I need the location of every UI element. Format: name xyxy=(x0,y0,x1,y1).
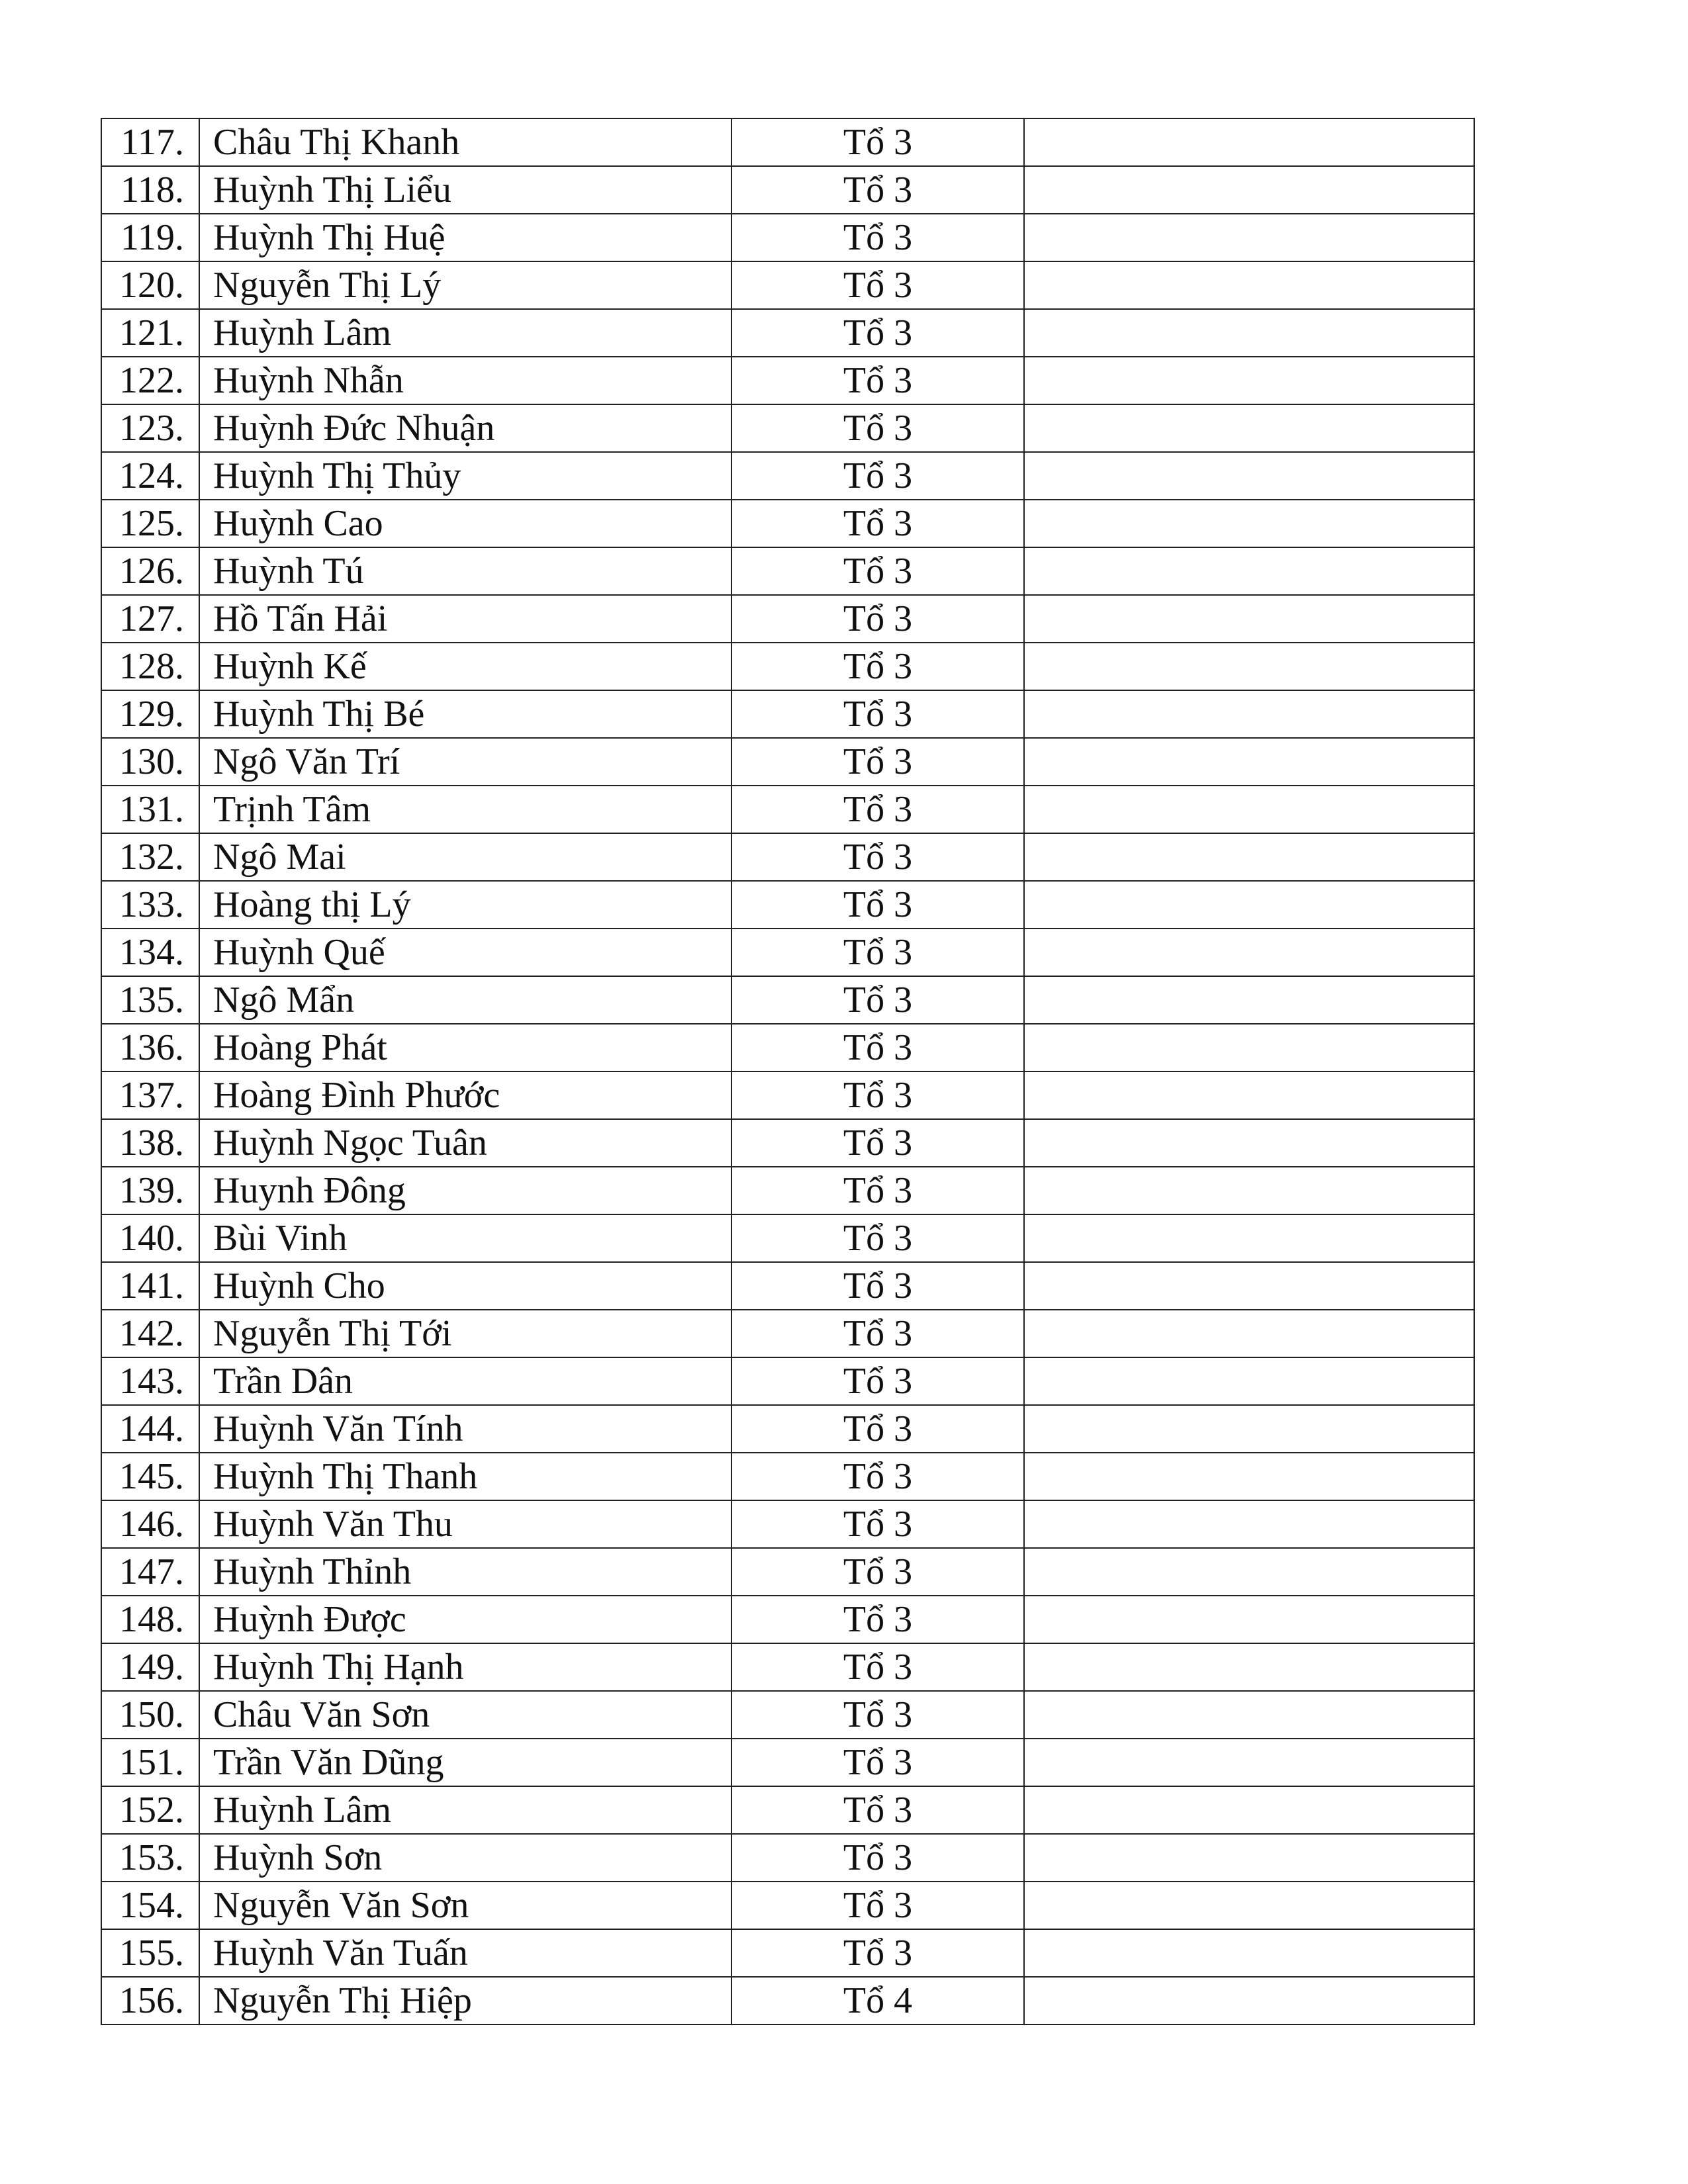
note-cell xyxy=(1024,929,1474,976)
row-number-cell: 156. xyxy=(101,1977,199,2025)
group-cell: Tổ 3 xyxy=(731,1548,1024,1596)
full-name-cell: Huỳnh Văn Tuấn xyxy=(199,1929,731,1977)
full-name-cell: Huỳnh Lâm xyxy=(199,1786,731,1834)
full-name-cell: Huỳnh Thị Huệ xyxy=(199,214,731,261)
note-cell xyxy=(1024,1119,1474,1167)
group-cell: Tổ 3 xyxy=(731,786,1024,833)
full-name-cell: Nguyễn Văn Sơn xyxy=(199,1882,731,1929)
group-cell: Tổ 3 xyxy=(731,500,1024,547)
note-cell xyxy=(1024,1453,1474,1500)
table-row xyxy=(101,1882,1474,1929)
table-row xyxy=(101,261,1474,309)
table-row xyxy=(101,595,1474,643)
note-cell xyxy=(1024,214,1474,261)
group-cell: Tổ 3 xyxy=(731,214,1024,261)
table-row xyxy=(101,357,1474,404)
note-cell xyxy=(1024,500,1474,547)
note-cell xyxy=(1024,166,1474,214)
group-cell: Tổ 3 xyxy=(731,1500,1024,1548)
row-number-cell: 123. xyxy=(101,404,199,452)
note-cell xyxy=(1024,1691,1474,1739)
group-cell: Tổ 3 xyxy=(731,1357,1024,1405)
note-cell xyxy=(1024,690,1474,738)
row-number-cell: 130. xyxy=(101,738,199,786)
group-cell: Tổ 3 xyxy=(731,1310,1024,1357)
table-row xyxy=(101,929,1474,976)
row-number-cell: 118. xyxy=(101,166,199,214)
note-cell xyxy=(1024,1929,1474,1977)
row-number-cell: 127. xyxy=(101,595,199,643)
row-number-cell: 133. xyxy=(101,881,199,929)
note-cell xyxy=(1024,261,1474,309)
full-name-cell: Ngô Mai xyxy=(199,833,731,881)
note-cell xyxy=(1024,309,1474,357)
full-name-cell: Huỳnh Kế xyxy=(199,643,731,690)
note-cell xyxy=(1024,1405,1474,1453)
note-cell xyxy=(1024,595,1474,643)
table-row xyxy=(101,166,1474,214)
full-name-cell: Châu Thị Khanh xyxy=(199,118,731,166)
note-cell xyxy=(1024,1786,1474,1834)
full-name-cell: Hoàng Phát xyxy=(199,1024,731,1071)
row-number-cell: 138. xyxy=(101,1119,199,1167)
row-number-cell: 128. xyxy=(101,643,199,690)
note-cell xyxy=(1024,357,1474,404)
group-cell: Tổ 3 xyxy=(731,1071,1024,1119)
group-cell: Tổ 3 xyxy=(731,261,1024,309)
note-cell xyxy=(1024,1262,1474,1310)
full-name-cell: Châu Văn Sơn xyxy=(199,1691,731,1739)
note-cell xyxy=(1024,1882,1474,1929)
row-number-cell: 134. xyxy=(101,929,199,976)
group-cell: Tổ 3 xyxy=(731,1643,1024,1691)
full-name-cell: Trần Dân xyxy=(199,1357,731,1405)
full-name-cell: Huỳnh Thị Thanh xyxy=(199,1453,731,1500)
table-row xyxy=(101,1357,1474,1405)
group-cell: Tổ 3 xyxy=(731,1786,1024,1834)
group-cell: Tổ 3 xyxy=(731,738,1024,786)
note-cell xyxy=(1024,1834,1474,1882)
note-cell xyxy=(1024,643,1474,690)
full-name-cell: Hoàng Đình Phước xyxy=(199,1071,731,1119)
note-cell xyxy=(1024,1596,1474,1643)
table-row xyxy=(101,738,1474,786)
full-name-cell: Ngô Mẩn xyxy=(199,976,731,1024)
member-table-body xyxy=(101,118,1474,2025)
full-name-cell: Bùi Vinh xyxy=(199,1214,731,1262)
full-name-cell: Huỳnh Thị Hạnh xyxy=(199,1643,731,1691)
table-row xyxy=(101,1119,1474,1167)
table-row xyxy=(101,1548,1474,1596)
note-cell xyxy=(1024,1024,1474,1071)
full-name-cell: Huỳnh Nhẫn xyxy=(199,357,731,404)
group-cell: Tổ 3 xyxy=(731,976,1024,1024)
full-name-cell: Huỳnh Tú xyxy=(199,547,731,595)
full-name-cell: Huỳnh Cao xyxy=(199,500,731,547)
group-cell: Tổ 3 xyxy=(731,690,1024,738)
full-name-cell: Nguyễn Thị Hiệp xyxy=(199,1977,731,2025)
group-cell: Tổ 3 xyxy=(731,452,1024,500)
group-cell: Tổ 3 xyxy=(731,1453,1024,1500)
group-cell: Tổ 3 xyxy=(731,881,1024,929)
full-name-cell: Huỳnh Lâm xyxy=(199,309,731,357)
row-number-cell: 153. xyxy=(101,1834,199,1882)
row-number-cell: 151. xyxy=(101,1739,199,1786)
note-cell xyxy=(1024,547,1474,595)
row-number-cell: 124. xyxy=(101,452,199,500)
row-number-cell: 117. xyxy=(101,118,199,166)
table-row xyxy=(101,690,1474,738)
group-cell: Tổ 3 xyxy=(731,1214,1024,1262)
full-name-cell: Hoàng thị Lý xyxy=(199,881,731,929)
group-cell: Tổ 3 xyxy=(731,833,1024,881)
full-name-cell: Huynh Đông xyxy=(199,1167,731,1214)
row-number-cell: 126. xyxy=(101,547,199,595)
group-cell: Tổ 4 xyxy=(731,1977,1024,2025)
row-number-cell: 120. xyxy=(101,261,199,309)
group-cell: Tổ 3 xyxy=(731,643,1024,690)
row-number-cell: 122. xyxy=(101,357,199,404)
row-number-cell: 143. xyxy=(101,1357,199,1405)
table-row xyxy=(101,1596,1474,1643)
note-cell xyxy=(1024,833,1474,881)
note-cell xyxy=(1024,452,1474,500)
table-row xyxy=(101,1405,1474,1453)
group-cell: Tổ 3 xyxy=(731,1262,1024,1310)
note-cell xyxy=(1024,1071,1474,1119)
row-number-cell: 147. xyxy=(101,1548,199,1596)
group-cell: Tổ 3 xyxy=(731,118,1024,166)
table-row xyxy=(101,214,1474,261)
note-cell xyxy=(1024,738,1474,786)
table-row xyxy=(101,976,1474,1024)
full-name-cell: Trần Văn Dũng xyxy=(199,1739,731,1786)
row-number-cell: 150. xyxy=(101,1691,199,1739)
group-cell: Tổ 3 xyxy=(731,1882,1024,1929)
full-name-cell: Nguyễn Thị Lý xyxy=(199,261,731,309)
table-row xyxy=(101,547,1474,595)
group-cell: Tổ 3 xyxy=(731,1596,1024,1643)
table-row xyxy=(101,1834,1474,1882)
row-number-cell: 129. xyxy=(101,690,199,738)
group-cell: Tổ 3 xyxy=(731,1167,1024,1214)
row-number-cell: 144. xyxy=(101,1405,199,1453)
group-cell: Tổ 3 xyxy=(731,1405,1024,1453)
group-cell: Tổ 3 xyxy=(731,1119,1024,1167)
note-cell xyxy=(1024,1214,1474,1262)
note-cell xyxy=(1024,1739,1474,1786)
full-name-cell: Huỳnh Văn Tính xyxy=(199,1405,731,1453)
table-row xyxy=(101,309,1474,357)
note-cell xyxy=(1024,786,1474,833)
full-name-cell: Ngô Văn Trí xyxy=(199,738,731,786)
full-name-cell: Huỳnh Thị Liểu xyxy=(199,166,731,214)
row-number-cell: 137. xyxy=(101,1071,199,1119)
note-cell xyxy=(1024,1357,1474,1405)
group-cell: Tổ 3 xyxy=(731,1834,1024,1882)
row-number-cell: 121. xyxy=(101,309,199,357)
table-row xyxy=(101,643,1474,690)
table-row xyxy=(101,1262,1474,1310)
row-number-cell: 135. xyxy=(101,976,199,1024)
group-cell: Tổ 3 xyxy=(731,309,1024,357)
group-cell: Tổ 3 xyxy=(731,1691,1024,1739)
group-cell: Tổ 3 xyxy=(731,1929,1024,1977)
group-cell: Tổ 3 xyxy=(731,357,1024,404)
table-row xyxy=(101,1500,1474,1548)
note-cell xyxy=(1024,1548,1474,1596)
full-name-cell: Huỳnh Thỉnh xyxy=(199,1548,731,1596)
table-row xyxy=(101,786,1474,833)
table-row xyxy=(101,1024,1474,1071)
table-row xyxy=(101,452,1474,500)
group-cell: Tổ 3 xyxy=(731,166,1024,214)
row-number-cell: 154. xyxy=(101,1882,199,1929)
full-name-cell: Huỳnh Ngọc Tuân xyxy=(199,1119,731,1167)
group-cell: Tổ 3 xyxy=(731,1739,1024,1786)
table-row xyxy=(101,500,1474,547)
table-row xyxy=(101,404,1474,452)
group-cell: Tổ 3 xyxy=(731,929,1024,976)
row-number-cell: 125. xyxy=(101,500,199,547)
table-row xyxy=(101,118,1474,166)
member-table xyxy=(101,118,1475,2025)
row-number-cell: 155. xyxy=(101,1929,199,1977)
full-name-cell: Huỳnh Quế xyxy=(199,929,731,976)
group-cell: Tổ 3 xyxy=(731,404,1024,452)
full-name-cell: Huỳnh Đức Nhuận xyxy=(199,404,731,452)
row-number-cell: 131. xyxy=(101,786,199,833)
full-name-cell: Hồ Tấn Hải xyxy=(199,595,731,643)
note-cell xyxy=(1024,976,1474,1024)
table-row xyxy=(101,1453,1474,1500)
table-row xyxy=(101,1977,1474,2025)
row-number-cell: 132. xyxy=(101,833,199,881)
full-name-cell: Huỳnh Văn Thu xyxy=(199,1500,731,1548)
note-cell xyxy=(1024,1643,1474,1691)
row-number-cell: 145. xyxy=(101,1453,199,1500)
table-row xyxy=(101,1786,1474,1834)
note-cell xyxy=(1024,118,1474,166)
full-name-cell: Huỳnh Cho xyxy=(199,1262,731,1310)
row-number-cell: 148. xyxy=(101,1596,199,1643)
group-cell: Tổ 3 xyxy=(731,595,1024,643)
row-number-cell: 139. xyxy=(101,1167,199,1214)
table-row xyxy=(101,1643,1474,1691)
full-name-cell: Huỳnh Được xyxy=(199,1596,731,1643)
note-cell xyxy=(1024,1500,1474,1548)
note-cell xyxy=(1024,404,1474,452)
table-row xyxy=(101,833,1474,881)
full-name-cell: Huỳnh Sơn xyxy=(199,1834,731,1882)
group-cell: Tổ 3 xyxy=(731,1024,1024,1071)
group-cell: Tổ 3 xyxy=(731,547,1024,595)
table-row xyxy=(101,1739,1474,1786)
table-row xyxy=(101,1310,1474,1357)
table-row xyxy=(101,1691,1474,1739)
table-row xyxy=(101,1214,1474,1262)
row-number-cell: 119. xyxy=(101,214,199,261)
full-name-cell: Huỳnh Thị Thủy xyxy=(199,452,731,500)
note-cell xyxy=(1024,1977,1474,2025)
table-row xyxy=(101,1167,1474,1214)
row-number-cell: 140. xyxy=(101,1214,199,1262)
full-name-cell: Trịnh Tâm xyxy=(199,786,731,833)
note-cell xyxy=(1024,881,1474,929)
row-number-cell: 141. xyxy=(101,1262,199,1310)
row-number-cell: 142. xyxy=(101,1310,199,1357)
row-number-cell: 152. xyxy=(101,1786,199,1834)
note-cell xyxy=(1024,1167,1474,1214)
full-name-cell: Huỳnh Thị Bé xyxy=(199,690,731,738)
table-row xyxy=(101,881,1474,929)
table-row xyxy=(101,1929,1474,1977)
note-cell xyxy=(1024,1310,1474,1357)
row-number-cell: 146. xyxy=(101,1500,199,1548)
row-number-cell: 136. xyxy=(101,1024,199,1071)
table-row xyxy=(101,1071,1474,1119)
row-number-cell: 149. xyxy=(101,1643,199,1691)
full-name-cell: Nguyễn Thị Tới xyxy=(199,1310,731,1357)
